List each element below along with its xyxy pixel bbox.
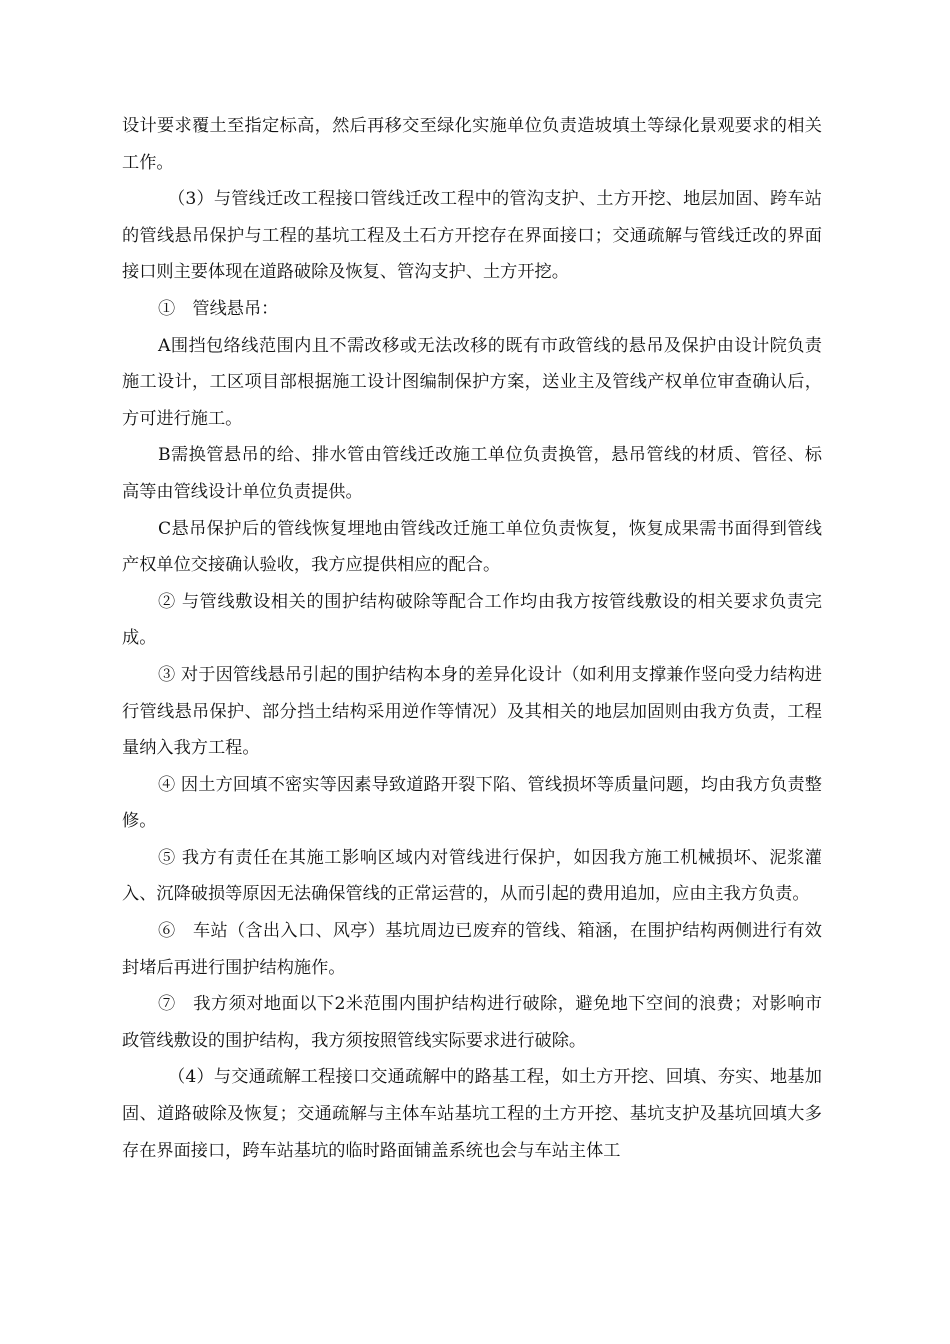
paragraph-pipeline-suspension-heading: ① 管线悬吊： [158,298,279,319]
paragraph-traffic-interface: （4）与交通疏解工程接口交通疏解中的路基工程，如土方开挖、回填、夯实、地基加固、道路破除及恢复；交通疏解与主体车站基坑工程的土方开挖、基坑支护及基坑回填大多存在界面接口，跨车站基坑的临时路面铺盖系统也会与车站主体工 [122,1067,822,1161]
paragraph-item-3: ③ 对于因管线悬吊引起的围护结构本身的差异化设计（如利用支撑兼作竖向受力结构进行管线悬吊保护、部分挡土结构采用逆作等情况）及其相关的地层加固则由我方负责，工程量纳入我方工程。 [122,664,822,759]
paragraph-continuation: 设计要求覆土至指定标高，然后再移交至绿化实施单位负责造坡填土等绿化景观要求的相关工作。 [122,116,822,173]
paragraph-item-b: B需换管悬吊的给、排水管由管线迁改施工单位负责换管，悬吊管线的材质、管径、标高等由管线设计单位负责提供。 [122,445,822,502]
paragraph-item-2: ② 与管线敷设相关的围护结构破除等配合工作均由我方按管线敷设的相关要求负责完成。 [122,591,822,649]
paragraph-item-7: ⑦ 我方须对地面以下2米范围内围护结构进行破除，避免地下空间的浪费；对影响市政管线敷设的围护结构，我方须按照管线实际要求进行破除。 [122,994,822,1051]
paragraph-item-4: ④ 因土方回填不密实等因素导致道路开裂下陷、管线损坏等质量问题，均由我方负责整修。 [122,774,822,832]
paragraph-item-a: A围挡包络线范围内且不需改移或无法改移的既有市政管线的悬吊及保护由设计院负责施工设计，工区项目部根据施工设计图编制保护方案，送业主及管线产权单位审查确认后，方可进行施工。 [122,335,822,429]
body-text [122,108,822,1169]
paragraph-item-6: ⑥ 车站（含出入口、风亭）基坑周边已废弃的管线、箱涵，在围护结构两侧进行有效封堵后再进行围护结构施作。 [122,921,822,978]
paragraph-item-5: ⑤ 我方有责任在其施工影响区域内对管线进行保护，如因我方施工机械损坏、泥浆灌入、沉降破损等原因无法确保管线的正常运营的，从而引起的费用追加，应由主我方负责。 [122,847,822,905]
paragraph-pipeline-interface: （3）与管线迁改工程接口管线迁改工程中的管沟支护、土方开挖、地层加固、跨车站的管线悬吊保护与工程的基坑工程及土石方开挖存在界面接口；交通疏解与管线迁改的界面接口则主要体现在道路破除及恢复、管沟支护、土方开挖。 [122,189,822,283]
paragraph-item-c: C悬吊保护后的管线恢复埋地由管线改迁施工单位负责恢复，恢复成果需书面得到管线产权单位交接确认验收，我方应提供相应的配合。 [122,518,822,576]
